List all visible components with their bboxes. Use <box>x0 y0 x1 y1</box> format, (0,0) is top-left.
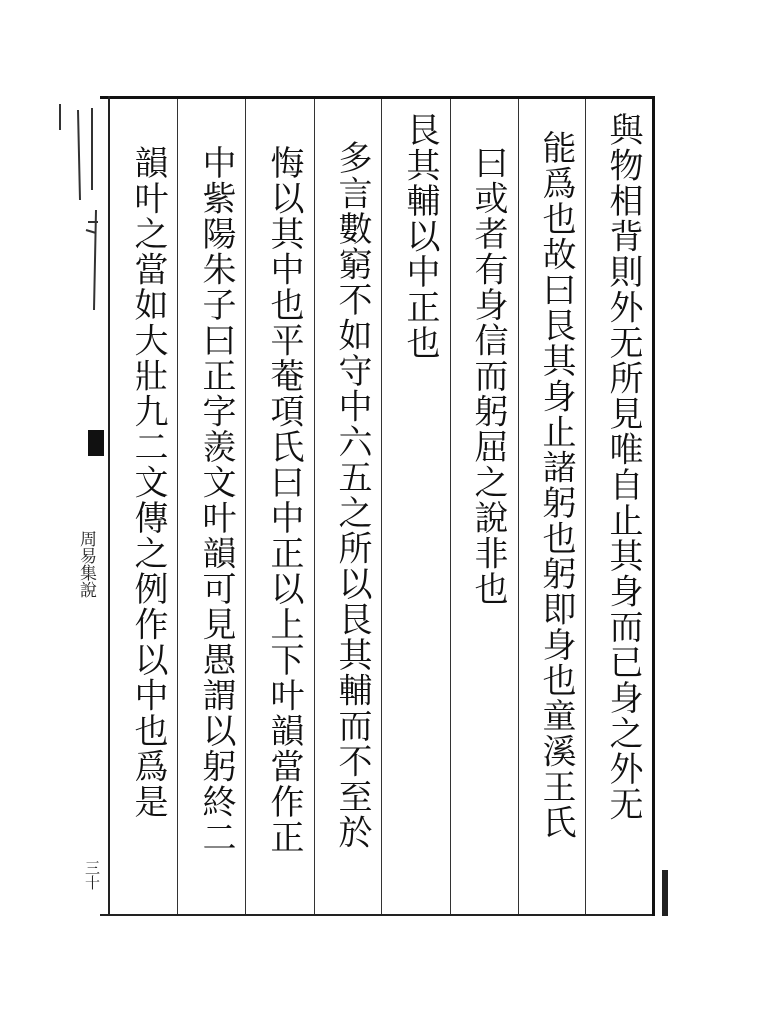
text-column-3: 曰或者有身信而躬屈之說非也 <box>468 145 508 607</box>
frame-right-border <box>652 96 655 916</box>
frame-top-border <box>100 96 655 99</box>
text-column-5: 多言數窮不如守中六五之所以艮其輔而不至於 <box>332 140 372 850</box>
text-column-4: 艮其輔以中正也 <box>400 112 440 361</box>
column-rule <box>177 99 178 914</box>
text-column-1: 與物相背則外无所見唯自止其身而已身之外无 <box>603 112 643 822</box>
text-column-7: 中紫陽朱子曰正字羨文叶韻可見愚謂以躬終二 <box>196 145 236 855</box>
column-rule <box>381 99 382 914</box>
frame-bottom-border <box>100 914 655 916</box>
margin-book-title: 周易集說 <box>76 530 96 598</box>
column-rule <box>314 99 315 914</box>
text-column-8: 韻叶之當如大壯九二文傳之例作以中也爲是 <box>128 145 168 820</box>
column-rule <box>518 99 519 914</box>
right-edge-mark <box>662 870 668 916</box>
column-rule <box>450 99 451 914</box>
text-column-2: 能爲也故曰艮其身止諸躬也躬即身也童溪王氏 <box>536 130 576 840</box>
column-rule <box>245 99 246 914</box>
page-margin <box>0 90 100 930</box>
margin-page-number: 三十 <box>83 860 101 890</box>
fish-tail-mark <box>88 430 104 456</box>
text-column-6: 悔以其中也平菴項氏曰中正以上下叶韻當作正 <box>264 145 304 855</box>
frame-left-border <box>108 96 110 916</box>
column-rule <box>585 99 586 914</box>
